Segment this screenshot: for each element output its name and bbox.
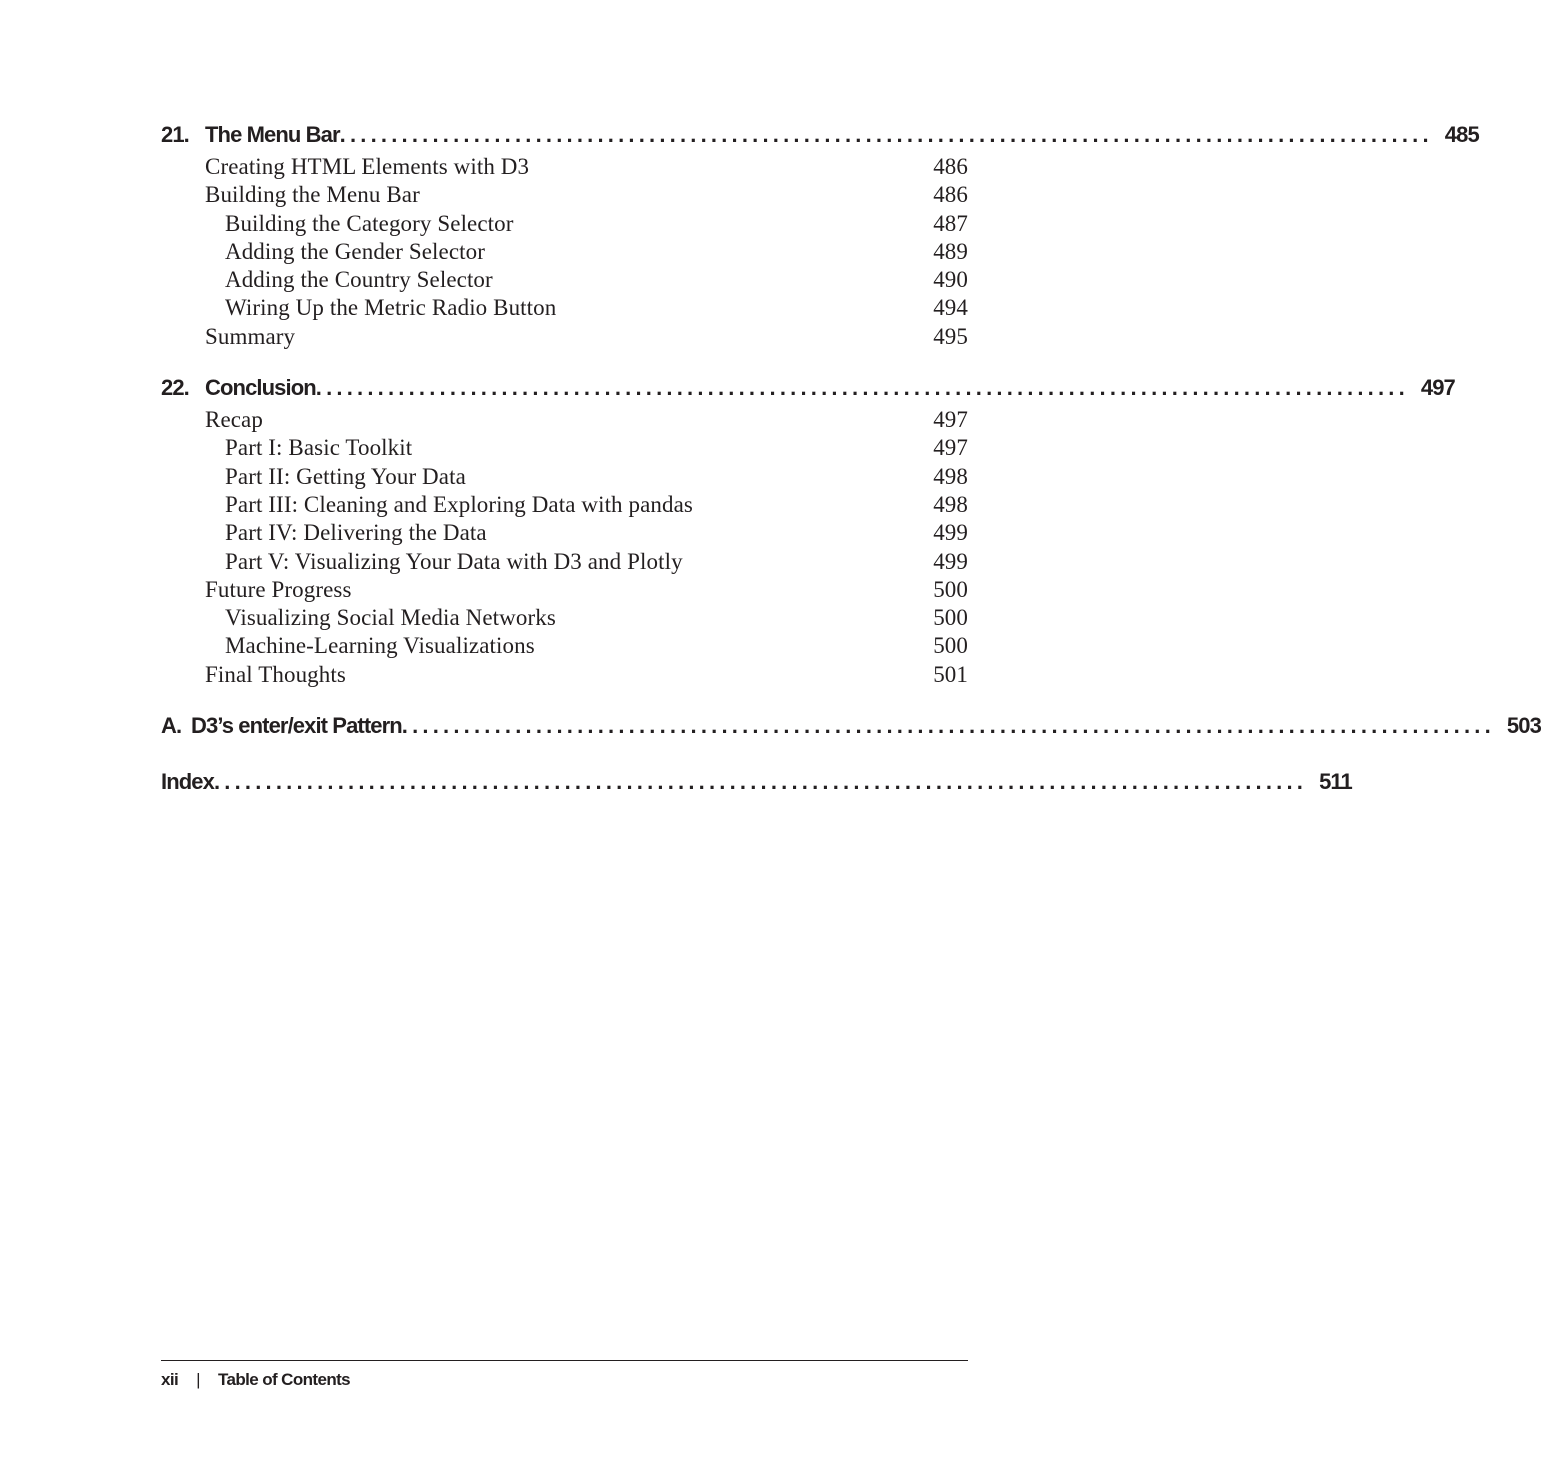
- page-footer: [161, 1360, 968, 1390]
- footer-section-title: Table of Contents: [217, 1370, 351, 1389]
- toc-entry-recap[interactable]: [161, 406, 968, 434]
- entry-page: 501: [933, 661, 968, 687]
- toc-entry-gender-selector[interactable]: [161, 238, 968, 266]
- dot-leader: ..........................................................................................................: [401, 713, 1495, 739]
- entry-title: Adding the Country Selector: [225, 267, 493, 293]
- section-spacer: [161, 689, 968, 708]
- entry-page: 486: [933, 154, 968, 179]
- toc-entry-social-media-networks[interactable]: [161, 604, 968, 632]
- toc-entry-final-thoughts[interactable]: [161, 661, 968, 689]
- dot-leader: ..........................................................................................................: [315, 375, 1409, 401]
- toc-entry-country-selector[interactable]: [161, 266, 968, 294]
- entry-title: Future Progress: [205, 576, 352, 602]
- entry-page: 499: [933, 548, 968, 574]
- toc-entry-category-selector[interactable]: [161, 210, 968, 238]
- chapter-title: Conclusion: [205, 375, 316, 401]
- appendix-letter: A.: [161, 713, 182, 739]
- chapter-number: 22.: [161, 375, 189, 401]
- dot-leader: ..........................................................................................................: [213, 769, 1308, 795]
- entry-page: 499: [933, 520, 968, 546]
- appendix-title: D3’s enter/exit Pattern: [191, 713, 402, 739]
- appendix-a-heading[interactable]: [161, 708, 1541, 744]
- entry-title: Wiring Up the Metric Radio Button: [225, 295, 557, 321]
- entry-title: Creating HTML Elements with D3: [205, 154, 530, 179]
- entry-title: Machine-Learning Visualizations: [225, 633, 535, 659]
- toc-entry-creating-html-elements[interactable]: [161, 153, 968, 181]
- entry-page: 500: [933, 605, 968, 631]
- index-page: 511: [1319, 769, 1352, 795]
- entry-page: 497: [933, 407, 968, 433]
- footer-separator: |: [196, 1370, 200, 1389]
- entry-page: 486: [933, 182, 968, 208]
- chapter-page: 485: [1444, 122, 1479, 147]
- entry-page: 489: [933, 238, 968, 264]
- entry-title: Part V: Visualizing Your Data with D3 and Plotly: [225, 548, 683, 574]
- toc-entry-future-progress[interactable]: [161, 576, 968, 604]
- chapter-22-heading[interactable]: [161, 370, 1455, 406]
- chapter-title: The Menu Bar: [205, 122, 340, 147]
- section-spacer: [161, 351, 968, 370]
- section-spacer: [161, 744, 968, 764]
- toc-entry-part-1[interactable]: [161, 434, 968, 462]
- entry-title: Part II: Getting Your Data: [225, 463, 466, 489]
- entry-title: Building the Menu Bar: [205, 182, 420, 208]
- entry-title: Visualizing Social Media Networks: [225, 605, 556, 631]
- index-heading[interactable]: [161, 764, 1352, 800]
- entry-title: Summary: [205, 323, 296, 349]
- entry-page: 490: [933, 267, 968, 293]
- toc-entry-part-2[interactable]: [161, 463, 968, 491]
- toc-entry-part-4[interactable]: [161, 519, 968, 547]
- toc-entry-machine-learning[interactable]: [161, 632, 968, 660]
- toc-entry-summary[interactable]: [161, 323, 968, 351]
- toc-entry-building-menu-bar[interactable]: [161, 181, 968, 209]
- toc-entry-part-3[interactable]: [161, 491, 968, 519]
- entry-page: 494: [933, 295, 968, 321]
- entry-page: 487: [933, 210, 968, 236]
- dot-leader: ..........................................................................................................: [339, 122, 1433, 147]
- chapter-21-heading[interactable]: [161, 117, 1479, 153]
- entry-page: 497: [933, 435, 968, 461]
- entry-title: Recap: [205, 407, 263, 433]
- entry-title: Building the Category Selector: [225, 210, 514, 236]
- entry-title: Adding the Gender Selector: [225, 238, 485, 264]
- entry-page: 498: [933, 463, 968, 489]
- entry-title: Part I: Basic Toolkit: [225, 435, 413, 461]
- entry-title: Part III: Cleaning and Exploring Data with pandas: [225, 491, 693, 517]
- appendix-page: 503: [1506, 713, 1541, 739]
- table-of-contents: [161, 117, 1541, 800]
- entry-title: Final Thoughts: [205, 661, 346, 687]
- chapter-page: 497: [1420, 375, 1455, 401]
- entry-page: 495: [933, 323, 968, 349]
- entry-page: 498: [933, 491, 968, 517]
- toc-entry-metric-radio-button[interactable]: [161, 294, 968, 322]
- entry-title: Part IV: Delivering the Data: [225, 520, 487, 546]
- toc-entry-part-5[interactable]: [161, 548, 968, 576]
- index-title: Index: [161, 769, 214, 795]
- footer-page-number: xii: [161, 1370, 179, 1389]
- chapter-number: 21.: [161, 122, 189, 147]
- entry-page: 500: [933, 633, 968, 659]
- entry-page: 500: [933, 576, 968, 602]
